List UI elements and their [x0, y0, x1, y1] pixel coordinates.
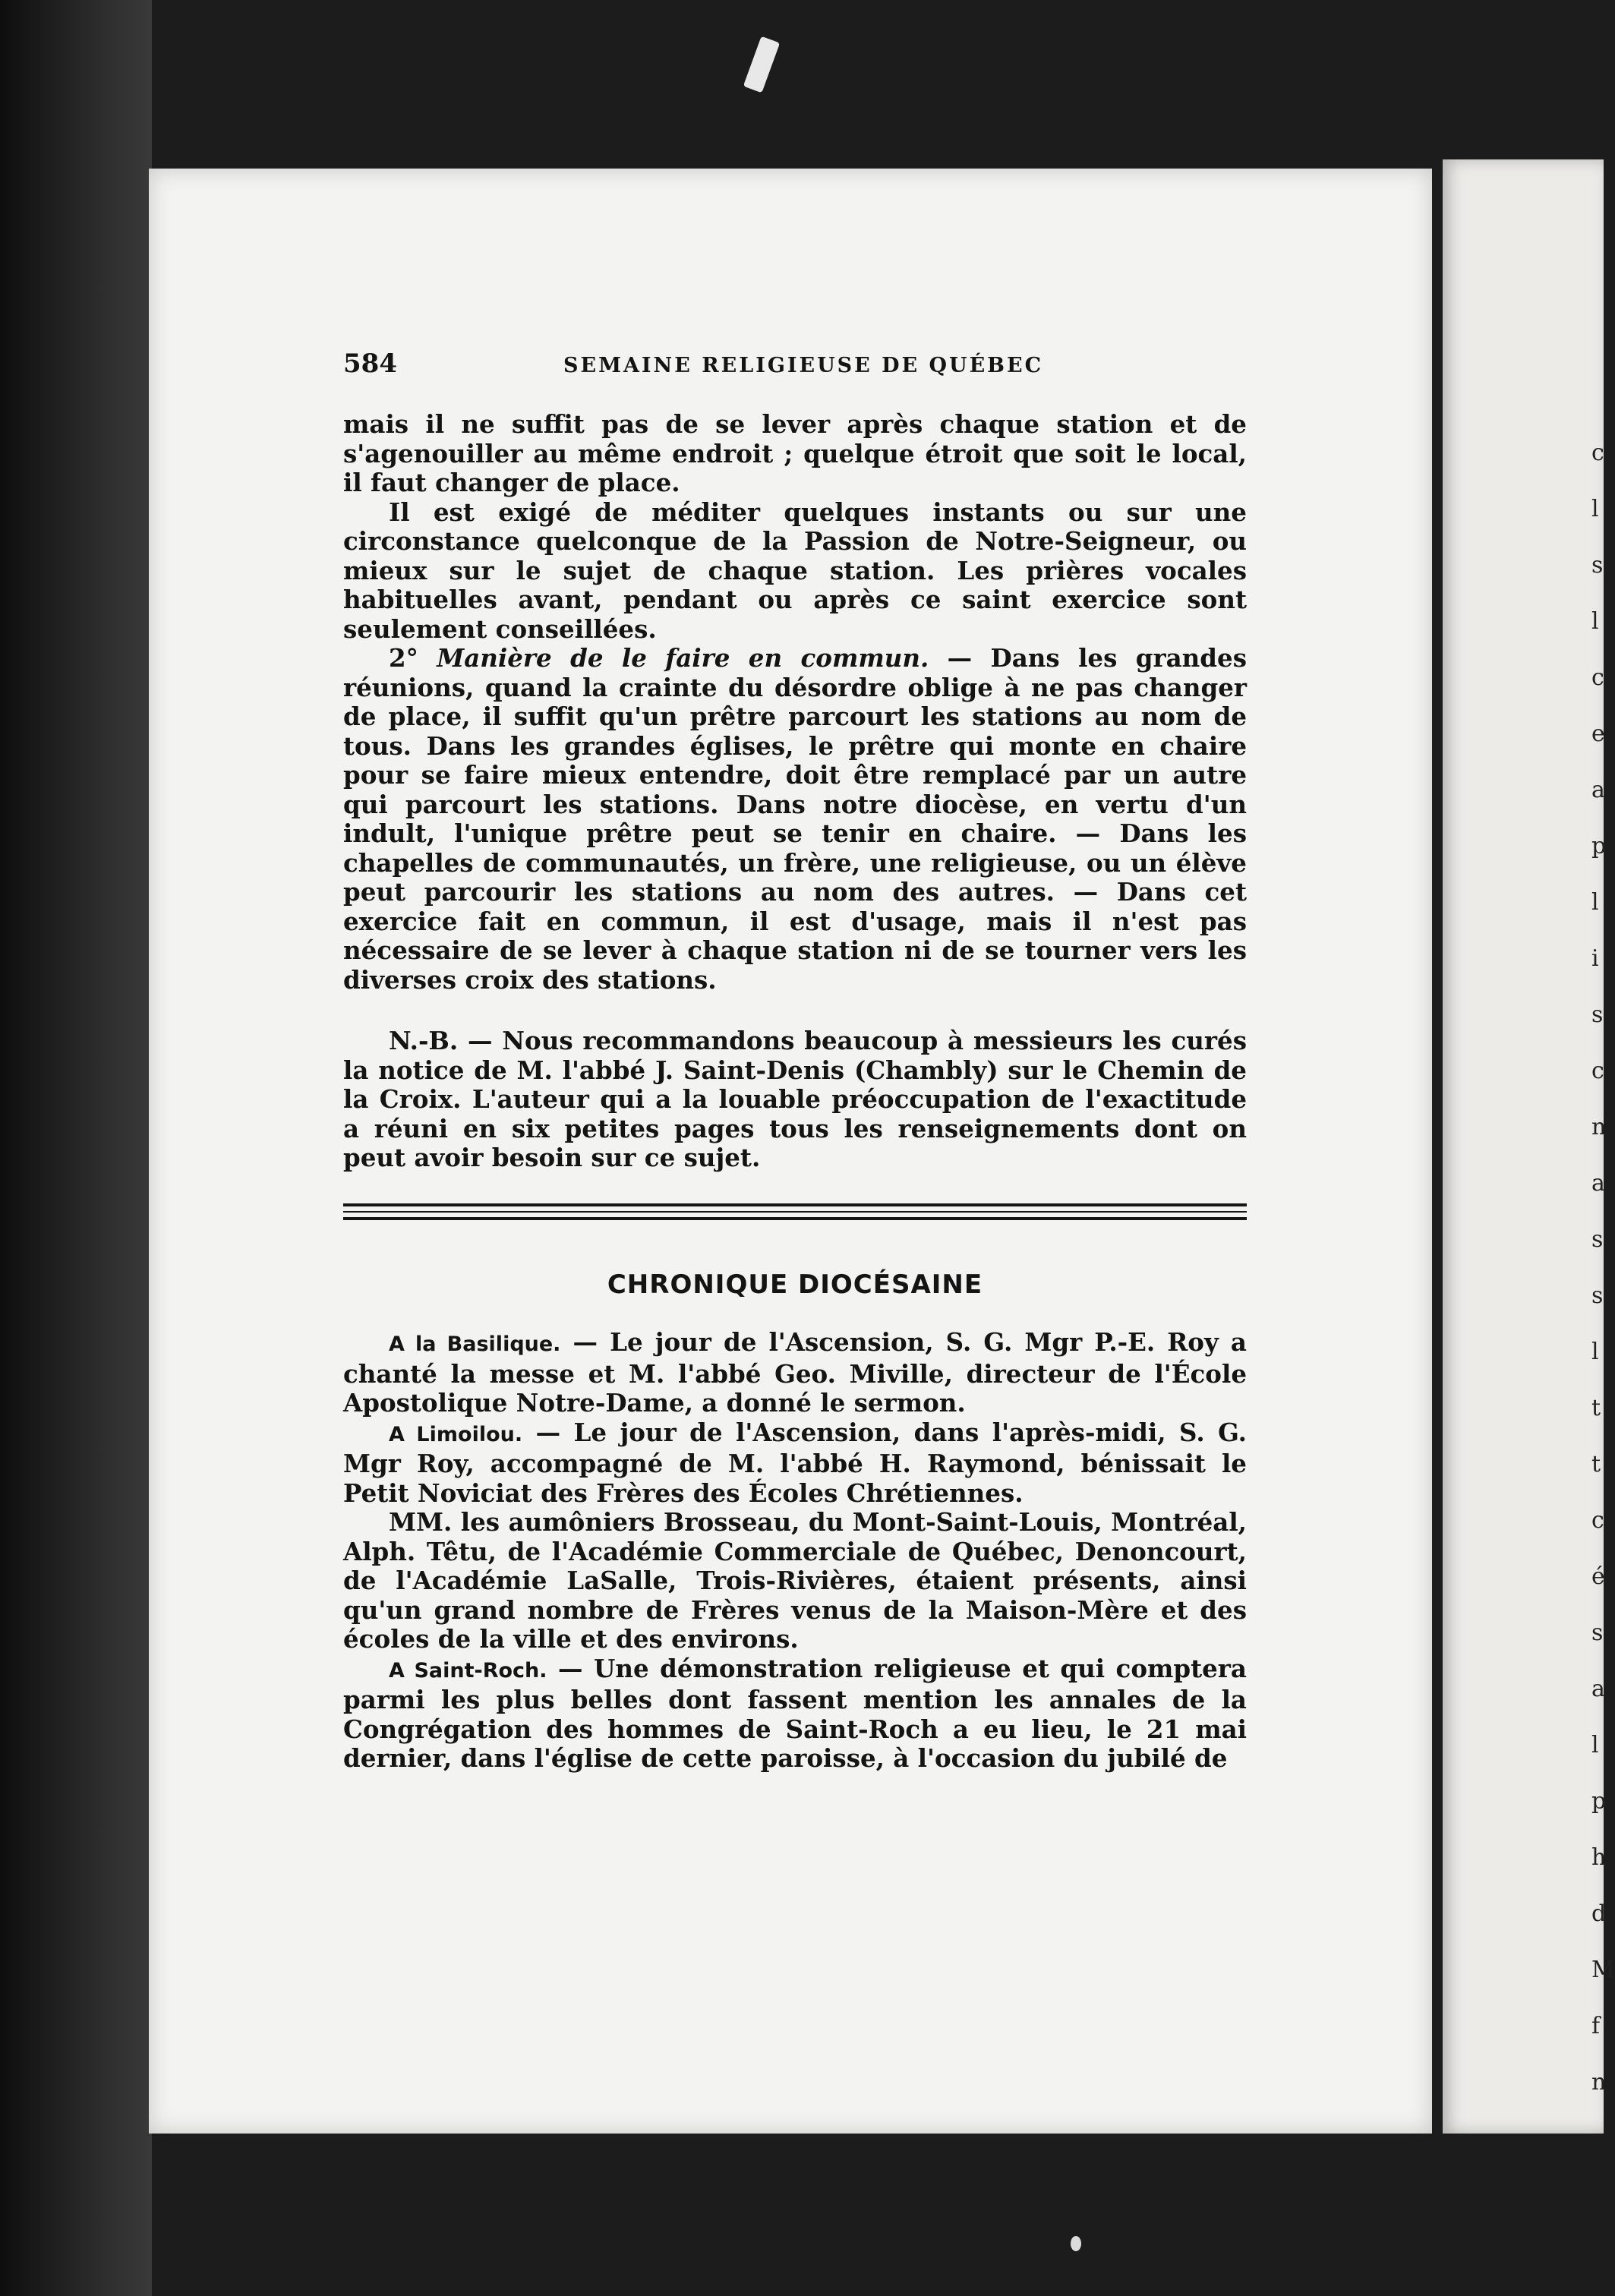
- facing-page-edge: [1443, 159, 1615, 2134]
- film-edge: [0, 0, 152, 2296]
- facing-page-letter: l: [1591, 496, 1599, 522]
- item-title: Manière de le faire en commun.: [437, 643, 929, 673]
- section-heading: CHRONIQUE DIOCÉSAINE: [607, 1269, 983, 1300]
- item-text: — Dans les grandes réunions, quand la crainte du désordre oblige à ne pas changer de place, il suffit qu'un prêtre parcourt les stations au nom de tous. Dans les grandes églises, le prêtre qui monte en chaire pour se faire mieux entendre, doit être remplacé par un autre qui parcourt les stations. Dans notre diocèse, en vertu d'un indult, l'unique prêtre peut se tenir en chaire. — Dans les chapelles de communautés, un frère, une religieuse, ou un élève peut parcourir les stations au nom des autres. — Dans cet exercice fait en commun, il est d'usage, mais il n'est pas nécessaire de se lever à chaque station ni de se tourner vers les diverses croix des stations.: [343, 643, 1247, 995]
- facing-page-letter: c: [1591, 440, 1604, 466]
- facing-page-letter: c: [1591, 1507, 1604, 1534]
- facing-page-letter: t: [1591, 1395, 1601, 1421]
- paragraph-saint-roch: [343, 1654, 1247, 1774]
- facing-page-letter: f: [1591, 2013, 1601, 2039]
- paragraph-limoilou: [343, 1418, 1247, 1509]
- facing-page-letter: c: [1591, 1058, 1604, 1084]
- facing-page-letter: c: [1591, 664, 1604, 691]
- paragraph-en-commun: [343, 644, 1247, 995]
- facing-page-letter: s: [1591, 1620, 1604, 1646]
- lead-basilique: A la Basilique.: [389, 1332, 561, 1356]
- facing-page-letter: s: [1591, 552, 1604, 579]
- facing-page-letter: é: [1591, 1563, 1605, 1590]
- paragraph-basilique: [343, 1328, 1247, 1418]
- text-basilique: — Le jour de l'Ascension, S. G. Mgr P.-E. Roy a chanté la messe et M. l'abbé Geo. Miville, directeur de l'École Apostolique Notre-Dame, a donné le sermon.: [343, 1327, 1247, 1418]
- facing-page-letter: l: [1591, 1339, 1599, 1365]
- item-number: 2°: [389, 643, 418, 673]
- scan-mark-bottom: [1071, 2236, 1081, 2251]
- text-saint-roch: — Une démonstration religieuse et qui comptera parmi les plus belles dont fassent mention les annales de la Congrégation des hommes de Saint-Roch a eu lieu, le 21 mai dernier, dans l'église de cette paroisse, à l'occasion du jubilé de: [343, 1653, 1247, 1773]
- lead-saint-roch: A Saint-Roch.: [389, 1658, 547, 1683]
- facing-page-letter: l: [1591, 889, 1599, 916]
- facing-page-letter: h: [1591, 1844, 1607, 1871]
- facing-page-letter: e: [1591, 721, 1605, 747]
- facing-page-letter: a: [1591, 777, 1605, 803]
- page-number: 584: [343, 348, 397, 379]
- facing-page-letter: p: [1591, 1788, 1607, 1815]
- facing-page-letter: a: [1591, 1676, 1605, 1702]
- facing-page-letter: s: [1591, 1001, 1604, 1028]
- facing-page-letter: s: [1591, 1226, 1604, 1253]
- facing-page-letter: n: [1591, 2069, 1607, 2096]
- facing-page-letter: a: [1591, 1170, 1605, 1197]
- facing-page-letter: d: [1591, 1900, 1607, 1927]
- paragraph-nota-bene: N.-B. — Nous recommandons beaucoup à messieurs les curés la notice de M. l'abbé J. Saint-Denis (Chambly) sur le Chemin de la Croix. L'auteur qui a la louable préoccupation de l'exactitude a réuni en six petites pages tous les renseignements dont on peut avoir besoin sur ce sujet.: [343, 1026, 1247, 1172]
- paragraph-continued: mais il ne suffit pas de se lever après chaque station et de s'agenouiller au même endroit ; quelque étroit que soit le local, il faut changer de place.: [343, 409, 1247, 497]
- facing-page-letter: p: [1591, 833, 1607, 859]
- facing-page-letters: [1591, 425, 1615, 2111]
- paragraph-aumoniers: MM. les aumôniers Brosseau, du Mont-Saint-Louis, Montréal, Alph. Têtu, de l'Académie Commerciale de Québec, Denoncourt, de l'Académie LaSalle, Trois-Rivières, étaient présents, ainsi qu'un grand nombre de Frères venus de la Maison-Mère et des écoles de la ville et des environs.: [343, 1507, 1247, 1654]
- facing-page-letter: l: [1591, 1732, 1599, 1758]
- facing-page-letter: t: [1591, 1451, 1601, 1478]
- section-divider: [343, 1203, 1247, 1220]
- lead-limoilou: A Limoilou.: [389, 1422, 523, 1446]
- text-limoilou: — Le jour de l'Ascension, dans l'après-midi, S. G. Mgr Roy, accompagné de M. l'abbé H. Raymond, bénissait le Petit Noviciat des Frères des Écoles Chrétiennes.: [343, 1417, 1247, 1508]
- running-head: [343, 349, 1247, 387]
- facing-page-letter: l: [1591, 608, 1599, 635]
- facing-page-letter: M: [1591, 1957, 1615, 1983]
- scan-mark-top: [743, 36, 780, 93]
- facing-page-letter: n: [1591, 1114, 1607, 1140]
- page-content: [343, 349, 1247, 1774]
- paragraph-meditation: Il est exigé de méditer quelques instants ou sur une circonstance quelconque de la Passion de Notre-Seigneur, ou mieux sur le sujet de chaque station. Les prières vocales habituelles avant, pendant ou après ce saint exercice sont seulement conseillées.: [343, 497, 1247, 644]
- facing-page-letter: i: [1591, 945, 1599, 972]
- facing-page-letter: s: [1591, 1282, 1604, 1309]
- running-title: SEMAINE RELIGIEUSE DE QUÉBEC: [563, 354, 1044, 377]
